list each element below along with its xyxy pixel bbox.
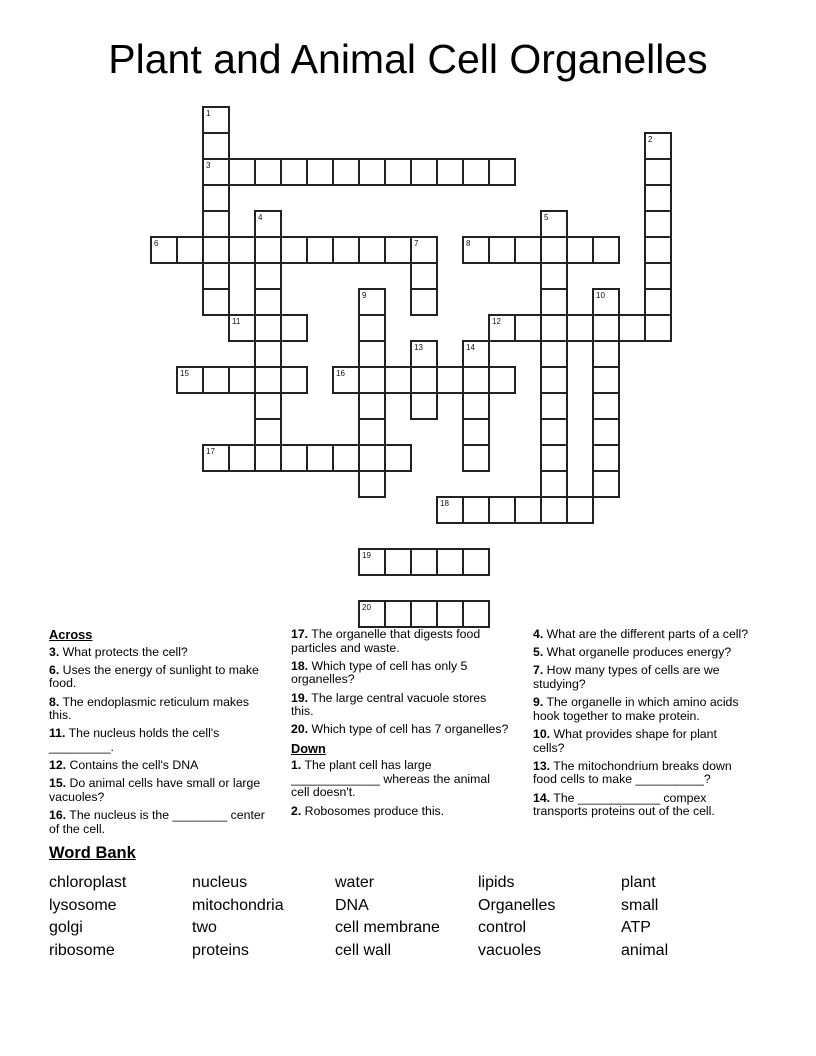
grid-cell[interactable] bbox=[306, 236, 334, 264]
clue-number: 7. bbox=[533, 663, 544, 678]
grid-cell[interactable] bbox=[202, 236, 230, 264]
grid-cell[interactable] bbox=[384, 600, 412, 628]
grid-cell[interactable] bbox=[644, 132, 672, 160]
grid-cell[interactable] bbox=[462, 158, 490, 186]
grid-cell[interactable] bbox=[280, 236, 308, 264]
grid-cell[interactable] bbox=[202, 210, 230, 238]
grid-cell[interactable] bbox=[384, 444, 412, 472]
grid-cell[interactable] bbox=[254, 288, 282, 316]
grid-cell[interactable] bbox=[202, 184, 230, 212]
clue-number: 1. bbox=[291, 758, 302, 773]
cell-number: 11 bbox=[232, 317, 241, 326]
clue-number: 20. bbox=[291, 722, 309, 737]
grid-cell[interactable] bbox=[644, 262, 672, 290]
grid-cell[interactable] bbox=[462, 600, 490, 628]
grid-cell[interactable] bbox=[462, 548, 490, 576]
grid-cell[interactable] bbox=[436, 158, 464, 186]
clue-number: 9. bbox=[533, 695, 544, 710]
grid-cell[interactable] bbox=[514, 236, 542, 264]
grid-cell[interactable] bbox=[488, 236, 516, 264]
word-bank-word: ribosome bbox=[49, 941, 115, 959]
word-bank-word: vacuoles bbox=[478, 941, 542, 959]
word-bank-word: chloroplast bbox=[49, 874, 127, 891]
grid-cell[interactable] bbox=[540, 340, 568, 368]
clue: 18. Which type of cell has only 5 organelles? bbox=[291, 658, 468, 687]
word-bank-word: small bbox=[621, 896, 659, 914]
grid-cell[interactable] bbox=[358, 418, 386, 446]
clue-number: 8. bbox=[49, 694, 60, 709]
word-bank-word: lysosome bbox=[49, 896, 117, 914]
grid-cell[interactable] bbox=[358, 548, 386, 576]
grid-cell[interactable] bbox=[150, 236, 178, 264]
crossword-grid bbox=[150, 106, 680, 636]
grid-cell[interactable] bbox=[488, 366, 516, 394]
cell-number: 9 bbox=[362, 291, 367, 300]
grid-cell[interactable] bbox=[410, 548, 438, 576]
clue: 11. The nucleus holds the cell's _________. bbox=[49, 726, 220, 754]
cell-number: 7 bbox=[414, 239, 419, 248]
grid-cell[interactable] bbox=[540, 392, 568, 420]
grid-cell[interactable] bbox=[644, 288, 672, 316]
grid-cell[interactable] bbox=[176, 236, 204, 264]
word-bank-word: animal bbox=[621, 941, 669, 959]
grid-cell[interactable] bbox=[228, 366, 256, 394]
grid-cell[interactable] bbox=[540, 496, 568, 524]
word-bank-word: plant bbox=[621, 874, 656, 891]
grid-cell[interactable] bbox=[410, 366, 438, 394]
clue: 5. What organelle produces energy? bbox=[533, 645, 732, 660]
word-bank bbox=[49, 844, 779, 964]
cell-number: 18 bbox=[440, 499, 449, 508]
grid-cell[interactable] bbox=[514, 496, 542, 524]
cell-number: 14 bbox=[466, 343, 475, 352]
grid-cell[interactable] bbox=[540, 210, 568, 238]
grid-cell[interactable] bbox=[462, 366, 490, 394]
clue: 13. The mitochondrium breaks down food cells to make __________? bbox=[533, 758, 732, 787]
grid-cell[interactable] bbox=[410, 392, 438, 420]
cell-number: 10 bbox=[596, 291, 605, 300]
cell-number: 13 bbox=[414, 343, 423, 352]
grid-cell[interactable] bbox=[202, 262, 230, 290]
grid-cell[interactable] bbox=[254, 418, 282, 446]
clue-number: 16. bbox=[49, 808, 67, 823]
cell-number: 1 bbox=[206, 109, 211, 118]
grid-cell[interactable] bbox=[280, 444, 308, 472]
grid-cell[interactable] bbox=[462, 340, 490, 368]
grid-cell[interactable] bbox=[592, 236, 620, 264]
grid-cell[interactable] bbox=[254, 262, 282, 290]
grid-cell[interactable] bbox=[254, 444, 282, 472]
clue-number: 3. bbox=[49, 644, 60, 659]
grid-cell[interactable] bbox=[592, 418, 620, 446]
grid-cell[interactable] bbox=[644, 314, 672, 342]
grid-cell[interactable] bbox=[254, 236, 282, 264]
grid-cell[interactable] bbox=[436, 496, 464, 524]
cell-number: 20 bbox=[362, 603, 371, 612]
grid-cell[interactable] bbox=[306, 158, 334, 186]
grid-cell[interactable] bbox=[358, 314, 386, 342]
grid-cell[interactable] bbox=[644, 158, 672, 186]
cell-number: 3 bbox=[206, 161, 211, 170]
clue-number: 6. bbox=[49, 662, 60, 677]
grid-cell[interactable] bbox=[176, 366, 204, 394]
clue: 12. Contains the cell's DNA bbox=[49, 758, 199, 773]
grid-cell[interactable] bbox=[332, 158, 360, 186]
clue-number: 4. bbox=[533, 627, 544, 641]
clue: 2. Robosomes produce this. bbox=[291, 803, 445, 818]
word-bank-word: water bbox=[335, 874, 375, 891]
grid-cell[interactable] bbox=[384, 236, 412, 264]
grid-cell[interactable] bbox=[332, 236, 360, 264]
clue-number: 5. bbox=[533, 645, 544, 660]
grid-cell[interactable] bbox=[592, 366, 620, 394]
grid-cell[interactable] bbox=[410, 262, 438, 290]
grid-cell[interactable] bbox=[566, 496, 594, 524]
clue-number: 18. bbox=[291, 658, 309, 673]
grid-cell[interactable] bbox=[384, 366, 412, 394]
word-bank-row bbox=[49, 919, 779, 942]
word-bank-word: cell membrane bbox=[335, 919, 440, 937]
word-bank-word: proteins bbox=[192, 941, 249, 959]
grid-cell[interactable] bbox=[488, 496, 516, 524]
clue: 14. The ____________ compex transports proteins out of the cell. bbox=[533, 790, 715, 819]
word-bank-row bbox=[49, 874, 779, 897]
word-bank-word: ATP bbox=[621, 919, 651, 937]
grid-cell[interactable] bbox=[202, 132, 230, 160]
grid-cell[interactable] bbox=[254, 158, 282, 186]
grid-cell[interactable] bbox=[358, 340, 386, 368]
grid-cell[interactable] bbox=[202, 444, 230, 472]
grid-cell[interactable] bbox=[592, 470, 620, 498]
page-title: Plant and Animal Cell Organelles bbox=[108, 36, 708, 82]
across-heading: Across bbox=[49, 627, 93, 642]
grid-cell[interactable] bbox=[410, 288, 438, 316]
clue: 16. The nucleus is the ________ center of the cell. bbox=[49, 808, 265, 836]
clues-column-2 bbox=[291, 628, 509, 823]
grid-cell[interactable] bbox=[228, 236, 256, 264]
cell-number: 17 bbox=[206, 447, 215, 456]
clue-number: 19. bbox=[291, 690, 309, 705]
grid-cell[interactable] bbox=[228, 158, 256, 186]
clue: 9. The organelle in which amino acids hook together to make protein. bbox=[533, 695, 739, 723]
clue-number: 13. bbox=[533, 758, 551, 773]
cell-number: 15 bbox=[180, 369, 189, 378]
cell-number: 12 bbox=[492, 317, 501, 326]
word-bank-word: golgi bbox=[49, 919, 83, 937]
grid-cell[interactable] bbox=[566, 236, 594, 264]
clue: 1. The plant cell has large _____________ whereas the animal cell doesn't. bbox=[291, 758, 490, 800]
grid-cell[interactable] bbox=[540, 314, 568, 342]
cell-number: 16 bbox=[336, 369, 345, 378]
grid-cell[interactable] bbox=[644, 236, 672, 264]
clue: 6. Uses the energy of sunlight to make food. bbox=[49, 662, 259, 691]
grid-cell[interactable] bbox=[228, 444, 256, 472]
word-bank-word: control bbox=[478, 919, 527, 937]
word-bank-word: two bbox=[192, 919, 217, 937]
grid-cell[interactable] bbox=[384, 158, 412, 186]
grid-cell[interactable] bbox=[358, 158, 386, 186]
clue: 8. The endoplasmic reticulum makes this. bbox=[49, 694, 250, 723]
grid-cell[interactable] bbox=[202, 158, 230, 186]
grid-cell[interactable] bbox=[540, 288, 568, 316]
cell-number: 4 bbox=[258, 213, 263, 222]
grid-cell[interactable] bbox=[592, 340, 620, 368]
cell-number: 5 bbox=[544, 213, 549, 222]
grid-cell[interactable] bbox=[254, 340, 282, 368]
cell-number: 2 bbox=[648, 135, 653, 144]
grid-cell[interactable] bbox=[592, 314, 620, 342]
grid-cell[interactable] bbox=[202, 366, 230, 394]
word-bank-row bbox=[49, 942, 779, 965]
clue-number: 10. bbox=[533, 726, 551, 741]
clue: 3. What protects the cell? bbox=[49, 644, 188, 659]
grid-cell[interactable] bbox=[410, 158, 438, 186]
clue: 20. Which type of cell has 7 organelles? bbox=[291, 722, 509, 737]
grid-cell[interactable] bbox=[280, 366, 308, 394]
grid-cell[interactable] bbox=[410, 340, 438, 368]
clue: 15. Do animal cells have small or large vacuoles? bbox=[49, 776, 261, 804]
grid-cell[interactable] bbox=[462, 444, 490, 472]
grid-cell[interactable] bbox=[280, 314, 308, 342]
clue: 7. How many types of cells are we studying? bbox=[533, 663, 720, 691]
clue-number: 2. bbox=[291, 803, 302, 818]
grid-cell[interactable] bbox=[644, 184, 672, 212]
grid-cell[interactable] bbox=[488, 314, 516, 342]
grid-cell[interactable] bbox=[540, 470, 568, 498]
word-bank-word: lipids bbox=[478, 874, 515, 891]
grid-cell[interactable] bbox=[384, 548, 412, 576]
grid-cell[interactable] bbox=[540, 236, 568, 264]
grid-cell[interactable] bbox=[306, 444, 334, 472]
grid-cell[interactable] bbox=[254, 392, 282, 420]
clue-number: 14. bbox=[533, 790, 551, 805]
grid-cell[interactable] bbox=[592, 392, 620, 420]
clue: 19. The large central vacuole stores this. bbox=[291, 690, 487, 719]
cell-number: 6 bbox=[154, 239, 159, 248]
word-bank-word: DNA bbox=[335, 896, 369, 914]
word-bank-heading: Word Bank bbox=[49, 844, 136, 862]
grid-cell[interactable] bbox=[592, 444, 620, 472]
grid-cell[interactable] bbox=[358, 600, 386, 628]
clues-column-3 bbox=[533, 628, 751, 823]
grid-cell[interactable] bbox=[644, 210, 672, 238]
clues-column-1 bbox=[49, 628, 267, 841]
grid-cell[interactable] bbox=[462, 236, 490, 264]
word-bank-word: cell wall bbox=[335, 941, 392, 959]
grid-cell[interactable] bbox=[358, 366, 386, 394]
clue-number: 15. bbox=[49, 776, 67, 791]
grid-cell[interactable] bbox=[228, 314, 256, 342]
clue-number: 17. bbox=[291, 627, 309, 641]
grid-cell[interactable] bbox=[358, 392, 386, 420]
grid-cell[interactable] bbox=[254, 314, 282, 342]
grid-cell[interactable] bbox=[436, 366, 464, 394]
grid-cell[interactable] bbox=[540, 418, 568, 446]
clue: 4. What are the different parts of a cell? bbox=[533, 627, 749, 641]
grid-cell[interactable] bbox=[358, 288, 386, 316]
grid-cell[interactable] bbox=[566, 314, 594, 342]
cell-number: 8 bbox=[466, 239, 471, 248]
grid-cell[interactable] bbox=[332, 366, 360, 394]
grid-cell[interactable] bbox=[410, 236, 438, 264]
grid-cell[interactable] bbox=[540, 262, 568, 290]
grid-cell[interactable] bbox=[488, 158, 516, 186]
clue-number: 12. bbox=[49, 758, 67, 773]
grid-cell[interactable] bbox=[358, 236, 386, 264]
word-bank-word: mitochondria bbox=[192, 896, 284, 914]
down-heading: Down bbox=[291, 740, 326, 756]
grid-cell[interactable] bbox=[410, 600, 438, 628]
grid-cell[interactable] bbox=[202, 106, 230, 134]
grid-cell[interactable] bbox=[280, 158, 308, 186]
grid-cell[interactable] bbox=[462, 496, 490, 524]
cell-number: 19 bbox=[362, 551, 371, 560]
clue: 17. The organelle that digests food particles and waste. bbox=[291, 627, 481, 655]
clue: 10. What provides shape for plant cells? bbox=[533, 726, 717, 755]
grid-cell[interactable] bbox=[358, 444, 386, 472]
grid-cell[interactable] bbox=[540, 366, 568, 394]
word-bank-row bbox=[49, 897, 779, 920]
clue-number: 11. bbox=[49, 726, 66, 741]
grid-cell[interactable] bbox=[462, 418, 490, 446]
grid-cell[interactable] bbox=[358, 470, 386, 498]
grid-cell[interactable] bbox=[254, 366, 282, 394]
grid-cell[interactable] bbox=[202, 288, 230, 316]
grid-cell[interactable] bbox=[436, 548, 464, 576]
grid-cell[interactable] bbox=[332, 444, 360, 472]
word-bank-word: Organelles bbox=[478, 896, 556, 914]
grid-cell[interactable] bbox=[618, 314, 646, 342]
word-bank-word: nucleus bbox=[192, 874, 248, 891]
grid-cell[interactable] bbox=[436, 600, 464, 628]
grid-cell[interactable] bbox=[514, 314, 542, 342]
grid-cell[interactable] bbox=[462, 392, 490, 420]
grid-cell[interactable] bbox=[254, 210, 282, 238]
grid-cell[interactable] bbox=[540, 444, 568, 472]
grid-cell[interactable] bbox=[592, 288, 620, 316]
